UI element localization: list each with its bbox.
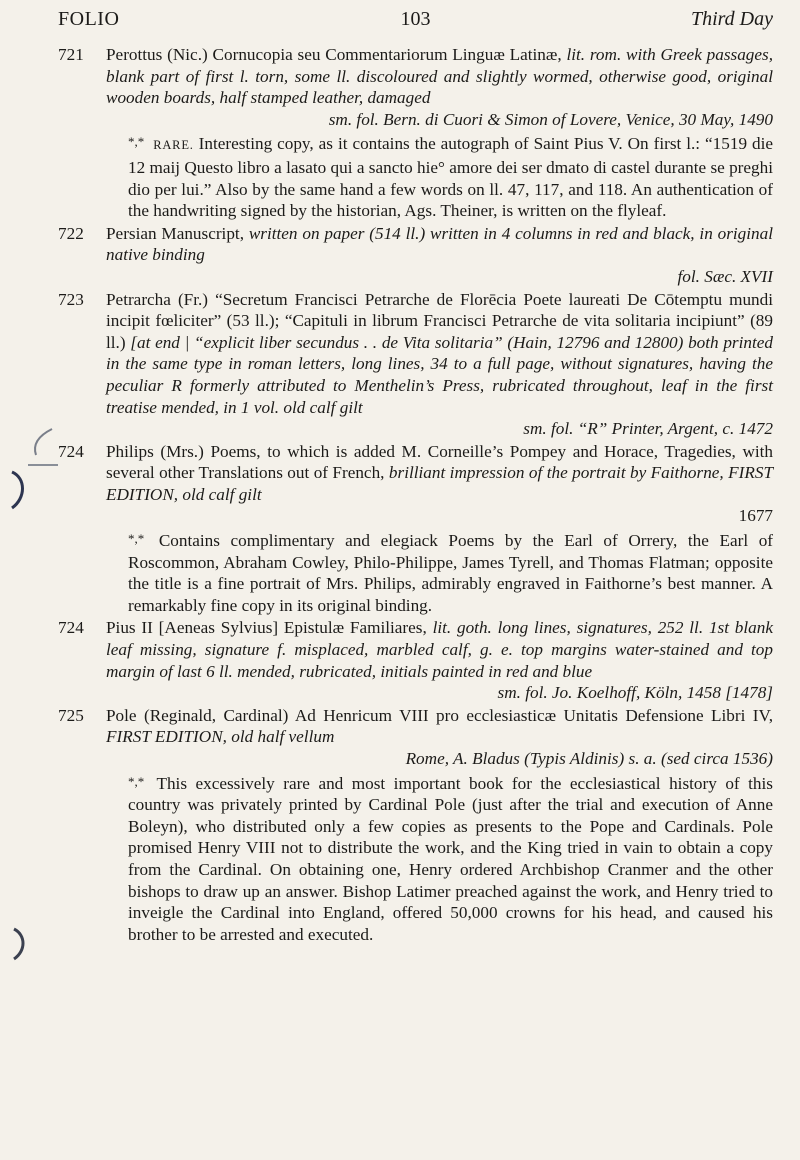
- page-header: [58, 8, 773, 38]
- lot-author: Pole (Reginald, Cardinal): [106, 705, 289, 725]
- lot-author: Petrarcha (Fr.): [106, 289, 209, 309]
- lot-number: 721: [58, 45, 84, 64]
- page-number: 103: [400, 8, 431, 30]
- lot-number: 722: [58, 223, 84, 243]
- asterism-icon: *,*: [128, 134, 145, 150]
- lot-entry: [58, 44, 773, 222]
- header-day: Third Day: [690, 8, 773, 30]
- lot-number: 723: [58, 289, 84, 309]
- lot-title: Ad Henricum VIII pro ecclesiasticæ Unitatis Defensione Libri IV,: [294, 705, 773, 725]
- lot-entry: [58, 441, 773, 617]
- lot-number: 724: [58, 441, 84, 461]
- lot-imprint: sm. fol. Bern. di Cuori & Simon of Lovere, Venice, 30 May, 1490: [328, 109, 773, 129]
- lot-imprint: sm. fol. “R” Printer, Argent, c. 1472: [523, 419, 773, 439]
- lot-note: [106, 528, 773, 616]
- margin-bracket-mark: [6, 468, 32, 514]
- lot-number: 724: [58, 618, 84, 638]
- lot-number: 725: [58, 705, 84, 725]
- asterism-icon: *,*: [128, 773, 145, 789]
- lot-author: Philips (Mrs.): [106, 441, 204, 461]
- lot-title: Cornucopia seu Commentariorum Linguæ Latinæ,: [212, 45, 562, 64]
- lot-note-text: Interesting copy, as it contains the autograph of Saint Pius V. On first l.: “1519 die 12 maij Questo libro a lasato qui a sancto hie° amore dei ser dmato di castel durante se preghi dio per lui.” Also by the same hand a few words on ll. 47, 117, and 118. An authentication of the handwriting signed by the historian, Ags. Theiner, is written on the flyleaf.: [128, 134, 774, 221]
- lot-imprint: fol. Sæc. XVII: [677, 266, 773, 286]
- lot-description: written on paper (514 ll.) written in 4 columns in red and black, in original native binding: [106, 223, 773, 265]
- lot-title: Persian Manuscript,: [106, 223, 244, 243]
- lot-entry: [58, 223, 773, 288]
- lot-title: Epistulæ Familiares,: [283, 618, 427, 638]
- header-folio: FOLIO: [58, 8, 120, 30]
- lot-description: lit. goth. long lines, signatures, 252 ll. 1st blank leaf missing, signature f. misplaced, marbled calf, g. e. top margins water-stained and top margin of last 6 ll. mended, rubricated, initials painted in red and blue: [106, 618, 773, 681]
- lot-entry: [58, 705, 773, 946]
- lot-note: [106, 131, 773, 221]
- lot-entry: [58, 289, 773, 440]
- lot-description: brilliant impression of the portrait by Faithorne, FIRST EDITION, old calf gilt: [106, 463, 774, 504]
- lot-entry: [58, 617, 773, 703]
- lot-imprint: Rome, A. Bladus (Typis Aldinis) s. a. (sed circa 1536): [405, 749, 773, 768]
- lot-note-text: Contains complimentary and elegiack Poems by the Earl of Orrery, the Earl of Roscommon, Abraham Cowley, Philo-Philippe, James Tyrell, and Thomas Flatman; opposite the title is a fine portrait of Mrs. Philips, admirably engraved in Faithorne’s best manner. A remarkably fine copy in its original binding.: [128, 531, 774, 615]
- margin-bracket-mark-lower: [8, 925, 34, 965]
- lot-author: Pius II [Aeneas Sylvius]: [106, 618, 279, 638]
- lot-title: “Secretum Francisci Petrarche de Florēcia Poete laureati De Cōtemptu mundi incipit fœliciter” (53 ll.); “Capituli in librum Francisci Petrarche de vita solitaria incipiunt” (89 ll.): [106, 289, 774, 352]
- lot-imprint: sm. fol. Jo. Koelhoff, Köln, 1458 [1478]: [497, 683, 773, 703]
- lot-note-text: This excessively rare and most important book for the ecclesiastical history of this country was privately printed by Cardinal Pole (just after the trial and execution of Anne Boleyn), who distributed only a few copies as presents to the Pope and Cardinals. Pole promised Henry VIII not to distribute the work, and the King tried in vain to obtain a copy from the Cardinal. On obtaining one, Henry ordered Archbishop Cranmer and the other bishops to draw up an answer. Bishop Latimer preached against the work, and Henry tried to inveigle the Cardinal into England, offered 50,000 crowns for his head, and caused his brother to be arrested and executed.: [128, 773, 773, 944]
- lot-description: FIRST EDITION, old half vellum: [106, 727, 335, 747]
- asterism-icon: *,*: [128, 531, 145, 547]
- lot-description: [at end | “explicit liber secundus . . de Vita solitaria” (Hain, 12796 and 12800) both printed in the same type in roman letters, long lines, 34 to a full page, without signatures, having the peculiar R formerly attributed to Menthelin’s Press, rubricated throughout, leaf in the first treatise mended, in 1 vol. old calf gilt: [106, 332, 773, 417]
- lot-author: Perottus (Nic.): [106, 45, 208, 64]
- lot-note-lead: RARE.: [153, 138, 194, 153]
- lot-imprint: 1677: [738, 506, 773, 526]
- lot-title: Poems, to which is added M. Corneille’s Pompey and Horace, Tragedies, with several other Translations out of French,: [106, 441, 774, 483]
- lot-note: [106, 771, 773, 946]
- lot-description: lit. rom. with Greek passages, blank part of first l. torn, some ll. discoloured and slightly wormed, otherwise good, original wooden boards, half stamped leather, damaged: [106, 45, 773, 108]
- catalogue-entries: [58, 44, 773, 945]
